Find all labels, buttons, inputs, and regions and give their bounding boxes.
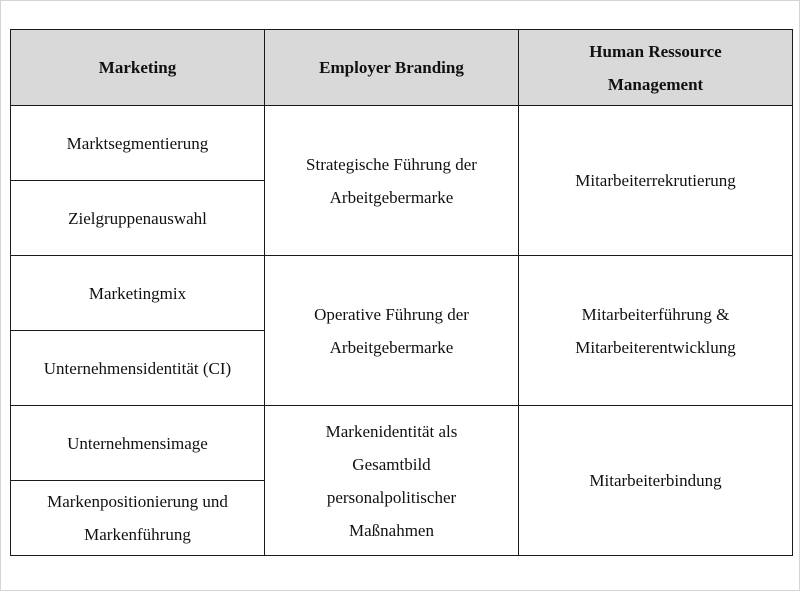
header-marketing	[11, 30, 265, 106]
table-header-row	[11, 30, 793, 106]
header-employer-branding	[265, 30, 519, 106]
branding-cell	[265, 406, 519, 556]
marketing-cell-text: Marktsegmentierung	[66, 133, 209, 153]
marketing-cell-line: Markenführung	[84, 525, 191, 544]
marketing-cell	[11, 256, 265, 331]
hrm-cell	[519, 256, 793, 406]
marketing-cell-text: Zielgruppenauswahl	[68, 208, 207, 228]
marketing-cell-line: Markenpositionierung und	[47, 492, 228, 511]
branding-cell-line: Maßnahmen	[349, 520, 434, 540]
hrm-cell-line: Mitarbeiterbindung	[589, 471, 722, 490]
marketing-cell-text: Unternehmensimage	[67, 433, 208, 453]
branding-cell-line: Operative Führung der	[314, 304, 469, 324]
table-row	[11, 256, 793, 331]
marketing-cell	[11, 106, 265, 181]
header-marketing-label: Marketing	[98, 58, 177, 77]
hrm-cell-line: Mitarbeiterführung &	[581, 304, 730, 324]
marketing-cell-text: Unternehmensidentität (CI)	[43, 358, 232, 378]
branding-cell	[265, 106, 519, 256]
table-row	[11, 106, 793, 181]
marketing-cell-text: Marketingmix	[88, 283, 187, 303]
branding-cell	[265, 256, 519, 406]
marketing-cell	[11, 481, 265, 556]
marketing-cell	[11, 331, 265, 406]
branding-cell-line: Arbeitgebermarke	[329, 187, 454, 207]
marketing-cell	[11, 181, 265, 256]
header-hrm-line2: Management	[607, 74, 704, 94]
table-row	[11, 406, 793, 481]
hrm-cell-line: Mitarbeiterrekrutierung	[575, 171, 736, 190]
header-hrm-line1: Human Ressource	[589, 41, 722, 61]
branding-cell-line: Arbeitgebermarke	[329, 337, 454, 357]
hrm-cell	[519, 406, 793, 556]
hrm-cell	[519, 106, 793, 256]
hrm-cell-line: Mitarbeiterentwicklung	[575, 337, 736, 357]
comparison-table	[10, 29, 793, 556]
header-employer-branding-label: Employer Branding	[319, 58, 464, 77]
branding-cell-line: personalpolitischer	[326, 487, 457, 507]
branding-cell-line: Strategische Führung der	[306, 154, 477, 174]
header-hrm	[519, 30, 793, 106]
branding-cell-line: Markenidentität als	[325, 421, 458, 441]
branding-cell-line: Gesamtbild	[352, 454, 431, 474]
marketing-cell	[11, 406, 265, 481]
